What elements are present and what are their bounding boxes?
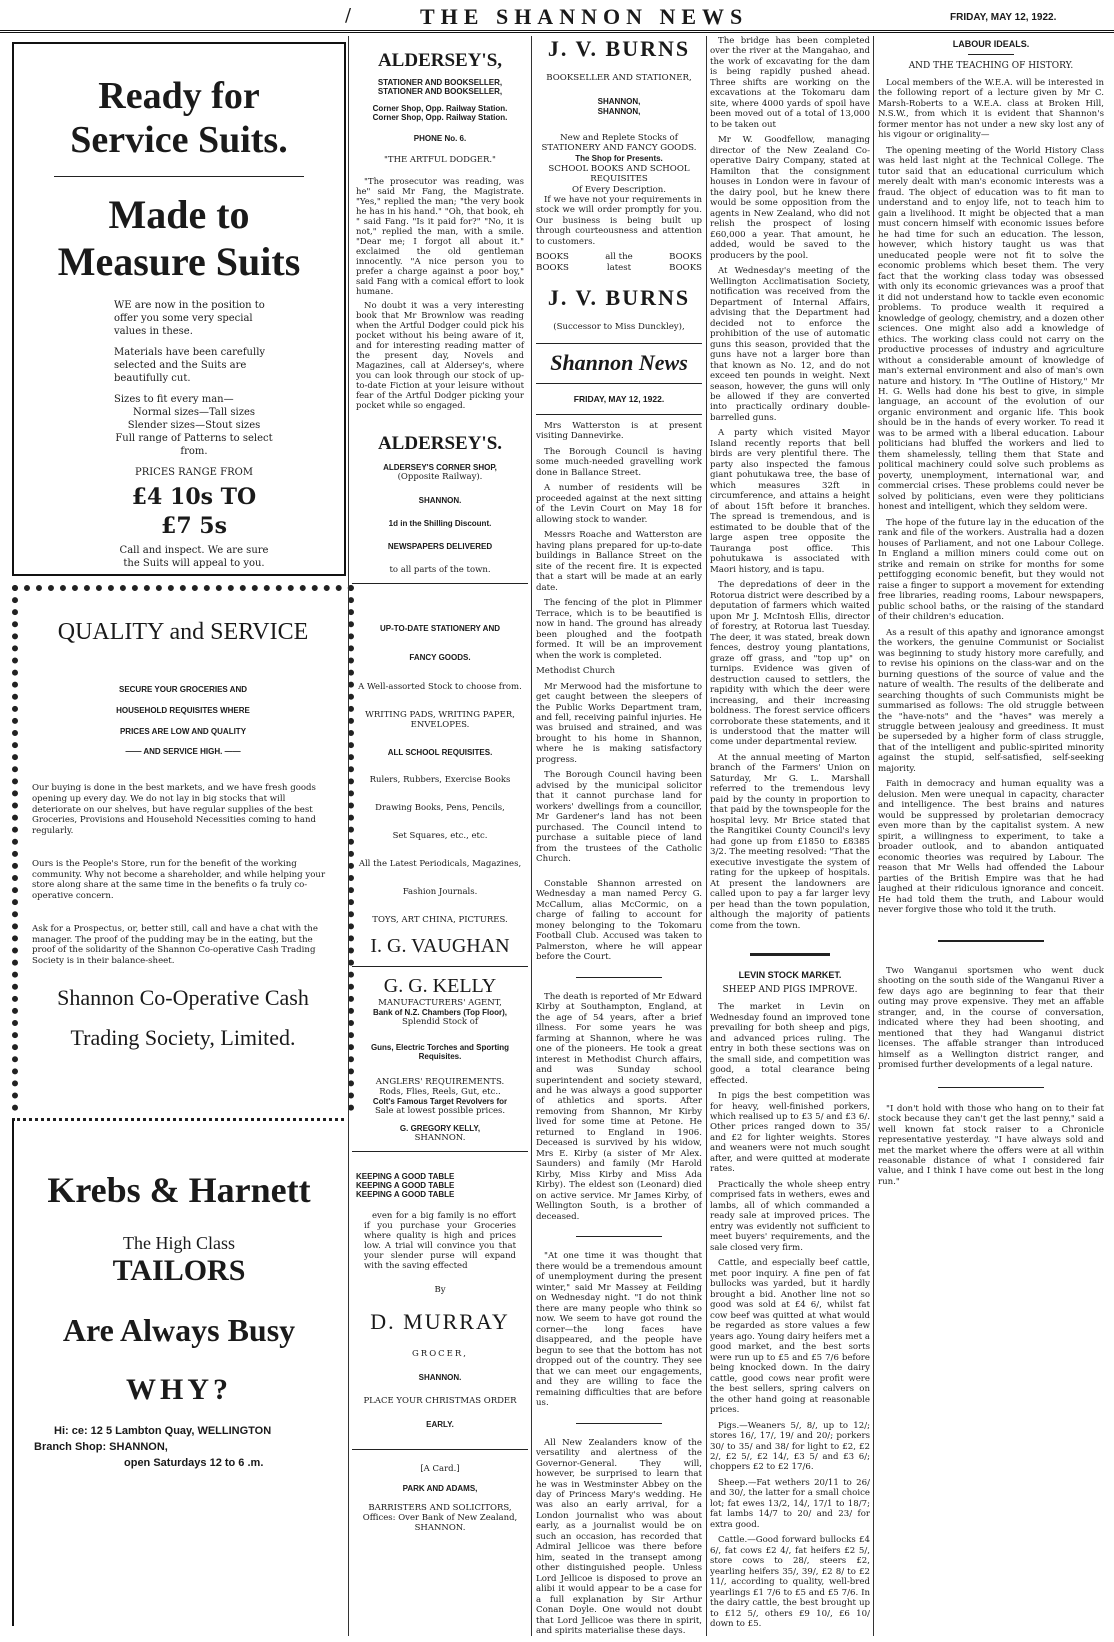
kelly-guns: Guns, Electric Torches and Sporting Requisites.: [370, 1043, 510, 1061]
burns-successor: (Successor to Miss Dunckley),: [553, 322, 685, 333]
burns-line-1: New and Replete Stocks of: [560, 132, 678, 143]
patterns: Full range of Patterns to select from.: [115, 433, 273, 457]
aldersey-parts: to all parts of the town.: [389, 565, 491, 575]
news-item: At Wednesday's meeting of the Wellington Acclimatisation Society, notification was received from the Department of Internal Affairs, advising that the Department had decided not to enforce the prohibition of the use of automatic guns this season, provided that the guns have not a larger bore than that known as No. 12, and do not exceed ten pounds in weight. Next season, however, the guns will only be allowed if they are converted into practically ordinary double-barrelled guns.: [710, 266, 870, 423]
divider: [750, 953, 830, 956]
park-card-label: [A Card.]: [420, 1464, 460, 1474]
vaughan-head-2: FANCY GOODS.: [409, 653, 471, 662]
murray-head-3: KEEPING A GOOD TABLE: [356, 1190, 455, 1199]
divider: [536, 343, 702, 344]
news-item: Mr Merwood had the misfortune to get caught between the sleepers of the Public Works Department tram, and fell, receiving painful injuries. He was bruised and strained, and was brought to his home in Shannon, where he is making satisfactory progress.: [536, 681, 702, 765]
call-text: Call and inspect. We are sure the Suits will appeal to you.: [119, 545, 269, 570]
news-item: All New Zealanders know of the versatility and alertness of the Governor-General. They will, however, be surprised to learn that he was in Westminster Abbey on the day of Princess Mary's wedding. He was also an early arrival, for a London journalist who was about early, as a journalist would be on such an occasion, has recorded that Admiral Jellicoe was there before him, seated in the transept among other distinguished people. Unless Lord Jellicoe is disposed to prove an alibi it would appear to be a case for a full explanation by Sir Arthur Conan Doyle. One would not doubt that Lord Jellicoe was there in spirit, and spirits materialise these days.: [536, 1437, 702, 1637]
vaughan-line-6: Set Squares, etc., etc.: [392, 831, 488, 841]
ad-materials: Materials have been carefully selected and the Suits are beautifully cut.: [114, 347, 266, 384]
coop-tag-4: —— AND SERVICE HIGH. ——: [125, 747, 241, 757]
krebs-line-2: TAILORS: [112, 1254, 246, 1287]
kelly-sign: G. GREGORY KELLY,: [399, 1124, 481, 1133]
sizes-title: Sizes to fit every man—: [114, 394, 234, 405]
krebs-name: Krebs & Harnett: [47, 1170, 311, 1210]
labour-subtitle: AND THE TEACHING OF HISTORY.: [908, 60, 1074, 71]
burns-row-1c: BOOKS: [669, 252, 702, 263]
murray-order: PLACE YOUR CHRISTMAS ORDER: [363, 1396, 517, 1406]
burns-line-5: Of Every Description.: [571, 184, 667, 195]
news-item: The death is reported of Mr Edward Kirby at Southampton, England, at the age of 54 years, after a brief illness. For some years he was farming at Shannon, where he was one of the pioneers. He took a great interest in Methodist Church affairs, and was Sunday school superintendent and society steward, and he was always a good supporter of athletics and sports. After removing from Shannon, Mr Kirby lived for some time at Petone. He returned to England in 1906. Deceased is survived by his widow, Mrs E. Kirby (a sister of Mr Alex. Saunders) and family (Mr Harold Kirby, Miss Kirby and Miss Ada Kirby). The eldest son (Leonard) died on active service. Mr James Kirby, of Wellington South, is a brother of deceased.: [536, 991, 702, 1222]
divider: [536, 414, 702, 415]
price-range: £4 10s TO £7 5s: [131, 484, 257, 539]
news-item: The fencing of the plot in Plimmer Terrace, which is to be beautified is now in hand. The ground has already been ploughed and the footpath formed. It will be an improvement when the work is completed.: [536, 598, 702, 661]
coop-tag-2: HOUSEHOLD REQUISITES WHERE: [116, 705, 250, 715]
news-item: The depredations of deer in the Rotorua district were described by a deputation of farmers which waited upon Mr J. McIntosh Ellis, director of forestry, at Rotorua last Tuesday. The deer, it was stated, break down fences, destroy young plantations, graze off grass, and "top up" on turnips. Evidence was given of destruction caused to settlers, the rapidity with which the deer were increasing, and their increasing boldness. The forest service officers corroborate these statements, and it is understood that the matter will come under departmental review.: [710, 580, 870, 748]
news-item: Mrs Watterston is at present visiting Dannevirke.: [536, 420, 702, 442]
market-para: In pigs the best competition was for heavy, well-finished porkers, which realised up to £3 5/ and £3 6/. Other prices ranged down to 35/ and £2 for lighter weights. Stores and weaners were not much sought after, and were quitted at moderate rates.: [710, 1091, 870, 1175]
coop-para-1: Our buying is done in the best markets, and we have fresh goods opening up every day. We do not lay in big stocks that will deteriorate on our shelves, but have regular supplies of the best Groceries, Provisions and Household Necessities coming to hand regularly.: [32, 783, 317, 837]
murray-by: By: [434, 1285, 446, 1295]
kelly-advertisement: [352, 967, 528, 1152]
news-item: "I don't hold with those who hang on to their fat stock because they can't get the last penny," said a well known fat stock raiser to a Chronicle representative yesterday. "I have always sold and met the market where the offers were at all within reasonable distance of what I considered fair value, and I think I have come out best in the long run.": [878, 1103, 1104, 1187]
vaughan-line-2: WRITING PADS, WRITING PAPER, ENVELOPES.: [365, 710, 515, 730]
vaughan-line-3: ALL SCHOOL REQUISITES.: [387, 748, 493, 757]
burns-town-1: SHANNON,: [597, 97, 641, 107]
krebs-advertisement: [12, 1118, 344, 1626]
column-rule: [873, 36, 874, 1636]
news-item: The Borough Council is having some much-needed gravelling work done in Ballance Street.: [536, 446, 702, 478]
krebs-line-4: WHY?: [126, 1373, 232, 1406]
burns-name: J. V. BURNS: [547, 36, 691, 61]
story-title: "THE ARTFUL DODGER.": [384, 155, 496, 165]
murray-body: even for a big family is no effort if you purchase your Groceries where quality is high and prices low. A trial will convince you that your slender purse will expand with the saving effected: [364, 1211, 516, 1271]
coop-headline: QUALITY and SERVICE: [57, 619, 309, 645]
krebs-line-3: Are Always Busy: [62, 1312, 296, 1348]
masthead: [0, 0, 1114, 33]
divider: [938, 940, 1044, 942]
news-item: "At one time it was thought that there would be a tremendous amount of unemployment during the present winter," said Mr Massey at Feilding on Wednesday night. "I do not think there are many people who think so now. We seem to have got round the corner—the long faces have disappeared, and the people have begun to see that the bottom has not dropped out of the country. They see that we can meet our engagements, and they are willing to face the remaining difficulties that are before us.: [536, 1251, 702, 1409]
vaughan-line-9: TOYS, ART CHINA, PICTURES.: [372, 915, 508, 925]
kelly-stock: Splendid Stock of: [401, 1017, 479, 1027]
krebs-head-office: Hi: ce: 12 5 Lambton Quay, WELLINGTON: [54, 1425, 272, 1437]
prices-title: PRICES RANGE FROM: [134, 467, 254, 478]
aldersey-discount: 1d in the Shilling Discount.: [388, 519, 492, 528]
news-item: Methodist Church: [536, 666, 615, 677]
market-para: Sheep.—Fat wethers 20/11 to 26/ and 30/, the latter for a small choice lot; fat ewes 13/2, 14/, 17/1 to 18/7; fat lambs 14/7 to 20/ and 23/ for extra good.: [710, 1477, 870, 1530]
news-flag: Shannon News: [550, 349, 688, 375]
burns-row-1b: all the: [605, 252, 633, 263]
aldersey-sub-1: STATIONER AND BOOKSELLER,: [377, 78, 503, 87]
murray-trade: GROCER,: [412, 1349, 468, 1359]
coop-advertisement: [12, 585, 354, 1111]
burns-row-2a: BOOKS: [536, 262, 569, 273]
news-column-6: [878, 36, 1104, 1192]
news-item: Messrs Roache and Watterston are having plans prepared for up-to-date buildings in Ballance Street on the site of the recent fire. It is expected that a start will be made at an early date.: [536, 530, 702, 593]
aldersey-title: ALDERSEY'S,: [377, 50, 503, 71]
burns-name-2: J. V. BURNS: [547, 285, 691, 311]
vaughan-line-5: Drawing Books, Pens, Pencils,: [375, 803, 505, 813]
divider: [576, 1236, 662, 1237]
market-para: Cattle.—Good forward bullocks £4 6/, fat cows £2 4/, fat heifers £2 5/, store cows to 28/, steers £2, yearling heifers 35/, 39/, £2 8/ to £2 11/, according to quality, well-bred yearlings £1 7/6 to £5 and £5 7/6. In the dairy cattle, the best brought up to £12 5/, others £9 10/, £6 10/ down to £5.: [710, 1535, 870, 1630]
divider: [576, 977, 662, 978]
labour-para: As a result of this apathy and ignorance amongst the workers, the genuine Communist or Socialist was beginning to study history more carefully, and to revise his opinions on the class-war and on the burning questions of the source of value and the nature of wealth. The results of the deliberate and searching thoughts of such Communists might be summarised as follows: The old struggle between the "have-nots" and the "haves" was merely a struggle between jealousy and greediness. It must be superseded by a higher form of class struggle, that of the intelligent and public-spirited minority against the stupid, self-satisfied, self-seeking majority.: [878, 627, 1104, 774]
coop-para-2: Ours is the People's Store, run for the benefit of the working community. Why not become a shareholder, and while helping your store along share at the same time in the benefits o fa truly co-operative concern.: [32, 858, 326, 902]
krebs-hours: open Saturdays 12 to 6 .m.: [124, 1457, 264, 1469]
news-date: FRIDAY, MAY 12, 1922.: [573, 393, 665, 404]
news-column: [536, 36, 702, 1642]
story-para-1: "The prosecutor was reading, was he" said Mr Fang, the Magistrate. "Yes," replied the man; "the very book he has in his hand." "Oh, that book, eh " said Fang. "Is it paid for?" "No, it is not," replied the man, with a smile. "Dear me; I forgot all about it." exclaimed the old gentleman innocently. "A nice person you to prefer a charge against a poor boy," said Fang with a comical effort to look humane.: [356, 177, 524, 297]
sizes-1: Normal sizes—Tall sizes: [132, 407, 256, 418]
burns-row-1a: BOOKS: [536, 252, 569, 263]
news-item: Mr W. Goodfellow, managing director of the New Zealand Co-operative Dairy Company, stated at Hamilton that the consignment houses in London were in favour of the dairy pool, but he knew there would be some opposition from the agents in New Zealand, who did not relish the prospect of losing £60,000 a year. That amount, he added, would be saved to the producers by the pool.: [710, 135, 870, 261]
column-rule: [348, 36, 349, 1636]
kelly-colt: Colt's Famous Target Revolvers for: [372, 1097, 508, 1106]
divider: [54, 176, 304, 177]
news-item: The bridge has been completed over the river at the Mangahao, and the work of excavating for the dam is being rapidly pushed ahead. Three shifts are working on the excavations at the Tokomaru dam site, where 4000 yards of spoil have been moved out of a total of 13,000 to be taken out: [710, 36, 870, 130]
newspaper-title: THE SHANNON NEWS: [420, 4, 749, 29]
vaughan-line-1: A Well-assorted Stock to choose from.: [358, 682, 522, 692]
burns-body: If we have not your requirements in stock we will order promptly for you. Our business is being built up through courteousness and attention to customers.: [536, 194, 702, 247]
coop-name-2: Trading Society, Limited.: [70, 1024, 296, 1050]
aldersey-opposite: (Opposite Railway).: [397, 472, 483, 482]
aldersey-corner: ALDERSEY'S CORNER SHOP,: [383, 463, 497, 472]
market-para: Pigs.—Weaners 5/, 8/, up to 12/; stores 16/, 17/, 19/ and 20/; porkers 30/ to 35/ and 38/ for light to £2, £2 2/, £2 5/, £2 14/, £3 5/ and £3 6/; choppers £2 to £2 17/6.: [710, 1420, 870, 1473]
murray-head-2: KEEPING A GOOD TABLE: [356, 1181, 455, 1190]
aldersey-sub-2: STATIONER AND BOOKSELLER,: [377, 87, 503, 96]
news-item: Two Wanganui sportsmen who went duck shooting on the south side of the Wanganui River a few days ago are beginning to fear that their outing may prove expensive. They met an affable stranger, and, in the course of conversation, indicated where they had been shooting, and mentioned that they had Wanganui district licenses. The affable stranger than introduced himself as a Wellington district ranger, and promised further developments of a legal nature.: [878, 965, 1104, 1071]
market-subtitle: SHEEP AND PIGS IMPROVE.: [722, 985, 858, 996]
page-mark: /: [345, 5, 352, 26]
advertisement-column: [352, 36, 528, 1541]
coop-tag-3: PRICES ARE LOW AND QUALITY: [119, 726, 247, 736]
news-item: A party which visited Mayor Island recently reports that bell birds are very plentiful there. The party also inspected the famous giant pohutukawa tree, the base of which measures 32ft in circumference, and attains a height of about 15ft before it branches. The spread is tremendous, and is estimated to be double that of the large aspen tree opposite the Tauranga post office. This pohutukawa is associated with Maori history, and is tapu.: [710, 428, 870, 575]
burns-row-2b: latest: [606, 262, 632, 273]
coop-name-1: Shannon Co-Operative Cash: [57, 984, 309, 1010]
aldersey-title-2: ALDERSEY'S.: [377, 433, 503, 454]
coop-para-3: Ask for a Prospectus, or, better still, call and have a chat with the manager. The proof of the pudding may be in the eating, but the proof of the solidarity of the Shannon Co-operative Cash Trading Society is in their balance-sheet.: [32, 923, 318, 966]
divider: [968, 54, 1014, 55]
vaughan-line-7: All the Latest Periodicals, Magazines,: [358, 859, 522, 869]
story-para-2: No doubt it was a very interesting book that Mr Brownlow was reading when the Artful Dodger could pick his pocket without his being aware of it, and for interesting reading matter of the present day, Novels and Magazines, call at Aldersey's, where you can look through our stock of up-to-date Fiction at your leisure without fear of the Artful Dodger picking your pocket while so engaged.: [356, 301, 524, 411]
krebs-branch: Branch Shop: SHANNON,: [34, 1441, 168, 1453]
vaughan-name: I. G. VAUGHAN: [370, 935, 510, 957]
park-town: SHANNON.: [414, 1523, 466, 1533]
kelly-name: G. G. KELLY: [383, 975, 497, 997]
vaughan-advertisement: [352, 584, 528, 967]
murray-head-1: KEEPING A GOOD TABLE: [356, 1172, 455, 1181]
park-office: Offices: Over Bank of New Zealand,: [362, 1513, 518, 1523]
kelly-anglers: ANGLERS' REQUIREMENTS.: [375, 1077, 505, 1087]
market-para: The market in Levin on Wednesday found an improved tone prevailing for both sheep and pigs, and advanced prices ruling. The entry in both these sections was on the small side, and competition was good, a total clearance being effected.: [710, 1002, 870, 1086]
aldersey-addr-2: Corner Shop, Opp. Railway Station.: [372, 113, 508, 122]
divider: [938, 1087, 1044, 1088]
burns-row-2c: BOOKS: [669, 262, 702, 273]
aldersey-phone: PHONE No. 6.: [413, 134, 467, 143]
kelly-sale: Sale at lowest possible prices.: [374, 1106, 506, 1116]
labour-para: Faith in democracy and human equality was a delusion. Men were unequal in capacity, character and intelligence. The best brains and natures would be suppressed by proletarian democracy even more than by the capitalist system. A new spirit, a willingness to experiment, to take a broader outlook, and to abandon antiquated economic theories was required by Labour. The reason that Mr Wells had offended the Labour parties of the British Empire was that he had laughed at their ridiculous ignorance and conceit. He had told them the truth, and Labour would never forgive those who told it the truth.: [878, 779, 1104, 916]
burns-line-4: SCHOOL BOOKS AND SCHOOL REQUISITES: [548, 163, 690, 185]
labour-para: The opening meeting of the World History Class was held last night at the Technical College. The tutor said that an educational curriculum which merely dealt with man's economic interests was a fraud. The object of education was to fit man to understand and to enjoy life, not to teach him to gain a livelihood. It might be objected that a man must concern himself with economic issues before he had time for such an education. The lesson, however, which history taught us was that uneducated people were not fit to solve the economic problems which beset them. The very fact that the working class today was obsessed with only its economic grievances was a proof that it did not understand how to tackle even economic problems. To produce wealth it required a knowledge of geology, chemistry, and a dozen other sciences. One might also add a knowledge of ethics. The working class could not carry on the productive processes of industry and agriculture without a considerable amount of knowledge of man's external environment and also of man's own nature and history. In "The Outline of History," Mr H. G. Wells had done his best to give, in simple language, an account of the evolution of our organic environment and organic life. This book should be in the hands of every worker. To read it was to be armed with a liberal education. Labour politicians had bluffed the workers and lied to them shamelessly, telling them that State and political machinery could solve such problems as poverty, unemployment, international war, and commercial crises. These problems could never be solved by politicians, even were they politicians honest and intelligent, which they seldom were.: [878, 145, 1104, 513]
ad-intro: WE are now in the position to offer you some very special values in these.: [114, 300, 265, 337]
murray-early: EARLY.: [426, 1420, 454, 1429]
ad-headline-3: Made to: [108, 192, 250, 237]
market-title: LEVIN STOCK MARKET.: [738, 970, 842, 981]
news-item: At the annual meeting of Marton branch of the Farmers' Union on Saturday, Mr G. L. Marshall referred to the tremendous levy paid by the county in proportion to that paid by the townspeople for the hospital levy. Mr Brice stated that the Rangitikei County Council's levy had gone up from £1850 to £8385 3/2. The meeting resolved: "That the executive investigate the system of rating for the upkeep of hospitals. At present the landowners are called upon to pay a far larger levy per head than the town population, although the majority of patients come from the town.: [710, 752, 870, 931]
murray-name: D. MURRAY: [370, 1309, 510, 1334]
aldersey-advertisement: [352, 36, 528, 584]
murray-advertisement: [352, 1152, 528, 1450]
kelly-town: SHANNON.: [414, 1133, 466, 1143]
ad-headline-4: Measure Suits: [57, 239, 301, 284]
fargher-advertisement: [12, 42, 346, 576]
sizes-2: Slender sizes—Stout sizes: [127, 420, 261, 431]
burns-town-2: SHANNON,: [597, 107, 641, 117]
murray-town: SHANNON.: [418, 1373, 462, 1382]
burns-line-2: STATIONERY AND FANCY GOODS.: [541, 143, 697, 154]
burns-line-3: The Shop for Presents.: [575, 153, 663, 163]
vaughan-head-1: UP-TO-DATE STATIONERY AND: [380, 624, 500, 633]
park-name: PARK AND ADAMS,: [402, 1484, 478, 1493]
news-item: The Borough Council having been advised by the municipal solicitor that it cannot purchase land for workers' dwellings from a councillor, Mr Gardener's land has not been purchased. The Council intend to purchase a suitable piece of land from the trustees of the Catholic Church.: [536, 770, 702, 865]
news-item: Constable Shannon arrested on Wednesday a man named Percy G. McCallum, alias McCormic, on a charge of failing to account for money belonging to the Tokomaru Football Club. Accused was taken to Palmerston, where he will appear before the Court.: [536, 878, 702, 963]
labour-para: The hope of the future lay in the education of the rank and file of the workers. Australia had a dozen houses of Parliament, and not one Labour College. In England a million miners could come out on strike and remain on strike for months for some pettifogging economic benefit, but they would not raise a finger to support a movement for extending free libraries, reading rooms, Labour newspapers, public school baths, or the raising of the standard of their children's education.: [878, 517, 1104, 623]
ad-headline-2: Service Suits.: [70, 119, 288, 161]
vaughan-line-4: Rulers, Rubbers, Exercise Books: [369, 775, 511, 785]
divider: [576, 1423, 662, 1424]
krebs-line-1: The High Class: [123, 1233, 235, 1253]
news-column-5: [710, 36, 870, 1635]
column-rule: [531, 36, 532, 1636]
aldersey-addr-1: Corner Shop, Opp. Railway Station.: [372, 104, 508, 113]
news-item: A number of residents will be proceeded against at the next sitting of the Levin Court on May 18 for allowing stock to wander.: [536, 483, 702, 525]
divider: [536, 383, 702, 384]
column-rule: [706, 36, 707, 1636]
market-para: Cattle, and especially beef cattle, met poor inquiry. A fine pen of fat bullocks was yarded, but it hardly brought a bid. Another line not so good was sold at £4 6/, whilst fat cow beef was quitted at what would be regarded as store values a few years ago. Young dairy heifers met a good market, and the best sorts were run up to £5 and £5 7/6 before being knocked down. In the dairy cattle, good cows near profit were the best sellers, spring calvers on the other hand going at reasonable prices.: [710, 1258, 870, 1416]
coop-tag-1: SECURE YOUR GROCERIES AND: [118, 685, 248, 694]
kelly-rods: Rods, Flies, Reels, Gut, etc..: [379, 1087, 501, 1097]
aldersey-town: SHANNON.: [418, 496, 462, 505]
ad-headline-1: Ready for: [98, 75, 260, 117]
kelly-bank: Bank of N.Z. Chambers (Top Floor),: [372, 1008, 508, 1017]
aldersey-papers: NEWSPAPERS DELIVERED: [387, 542, 493, 551]
burns-trade: BOOKSELLER AND STATIONER,: [546, 72, 692, 83]
labour-title: LABOUR IDEALS.: [952, 39, 1030, 49]
kelly-agent: MANUFACTURERS' AGENT,: [378, 998, 502, 1008]
vaughan-line-8: Fashion Journals.: [402, 887, 478, 897]
labour-para: Local members of the W.E.A. will be interested in the following report of a lecture given by Mr C. Marsh-Roberts to a W.E.A. class at Broken Hill, N.S.W., from which it is evident that Shannon's former mentor has not under a new sky lost any of his vigour or originality—: [878, 77, 1104, 141]
park-trade: BARRISTERS AND SOLICITORS,: [368, 1503, 512, 1513]
market-para: Practically the whole sheep entry comprised fats in wethers, ewes and lambs, all of which commanded a ready sale at improved prices. The entry was evidently not sufficient to meet buyers' requirements, and the sale closed very firm.: [710, 1179, 870, 1253]
park-adams-card: [352, 1450, 528, 1541]
masthead-date: FRIDAY, MAY 12, 1922.: [950, 12, 1057, 23]
